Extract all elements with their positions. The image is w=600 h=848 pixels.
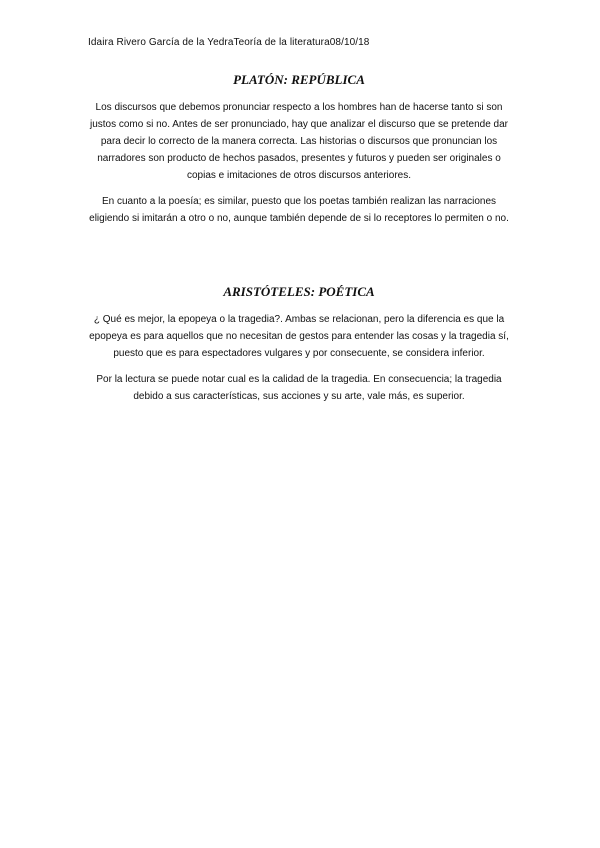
paragraph: ¿ Qué es mejor, la epopeya o la tragedia?. Ambas se relacionan, pero la diferencia es que la epopeya es para aquellos que no necesitan de gestos para entender las cosas y la tragedia sí, puesto que es para espectadores vulgares y por consecuente, se considera inferior. bbox=[89, 314, 509, 359]
page-header: Idaira Rivero García de la YedraTeoría de la literatura08/10/18 bbox=[88, 37, 370, 48]
section-aristoteles bbox=[84, 283, 514, 414]
section-title: PLATÓN: REPÚBLICA bbox=[233, 72, 365, 87]
paragraph: Por la lectura se puede notar cual es la calidad de la tragedia. En consecuencia; la tragedia debido a sus características, sus acciones y su arte, vale más, es superior. bbox=[96, 374, 502, 402]
section-platon bbox=[84, 71, 514, 236]
section-title: ARISTÓTELES: POÉTICA bbox=[223, 284, 375, 299]
paragraph: Los discursos que debemos pronunciar respecto a los hombres han de hacerse tanto si son justos como si no. Antes de ser pronunciado, hay que analizar el discurso que se pretende dar para decir lo correcto de la manera correcta. Las historias o discursos que pronuncian los narradores son producto de hechos pasados, presentes y futuros y pueden ser originales o copias e imitaciones de otros discursos anteriores. bbox=[89, 102, 509, 181]
paragraph: En cuanto a la poesía; es similar, puesto que los poetas también realizan las narraciones eligiendo si imitarán a otro o no, aunque también depende de si lo receptores lo permiten o no. bbox=[89, 196, 509, 224]
